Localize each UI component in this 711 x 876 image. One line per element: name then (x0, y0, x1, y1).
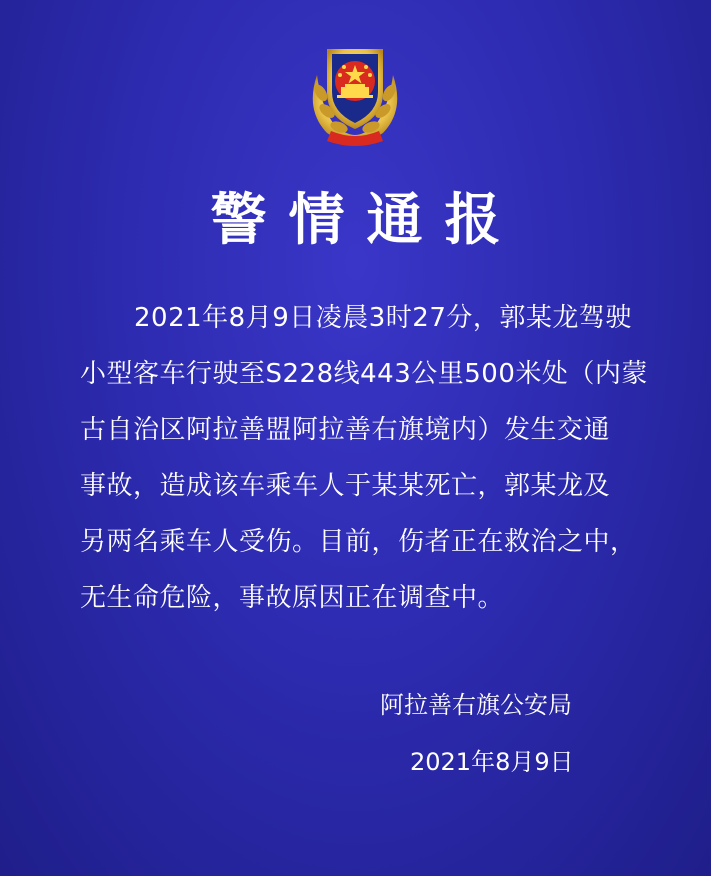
body-line: 2021年8月9日凌晨3时27分，郭某龙驾驶 (134, 303, 632, 333)
notice-body (80, 290, 648, 626)
body-line: 无生命危险，事故原因正在调查中。 (80, 583, 505, 613)
body-line: 古自治区阿拉善盟阿拉善右旗境内）发生交通 (80, 415, 611, 445)
body-line: 事故，造成该车乘车人于某某死亡，郭某龙及 (80, 471, 611, 501)
issue-date: 2021年8月9日 (410, 748, 574, 776)
police-emblem-icon (297, 35, 413, 151)
notice-title: 警情通报 (210, 188, 523, 253)
body-line: 小型客车行驶至S228线443公里500米处（内蒙 (80, 359, 648, 389)
body-line: 另两名乘车人受伤。目前，伤者正在救治之中， (80, 527, 637, 557)
issuer-signature: 阿拉善右旗公安局 (380, 691, 572, 719)
